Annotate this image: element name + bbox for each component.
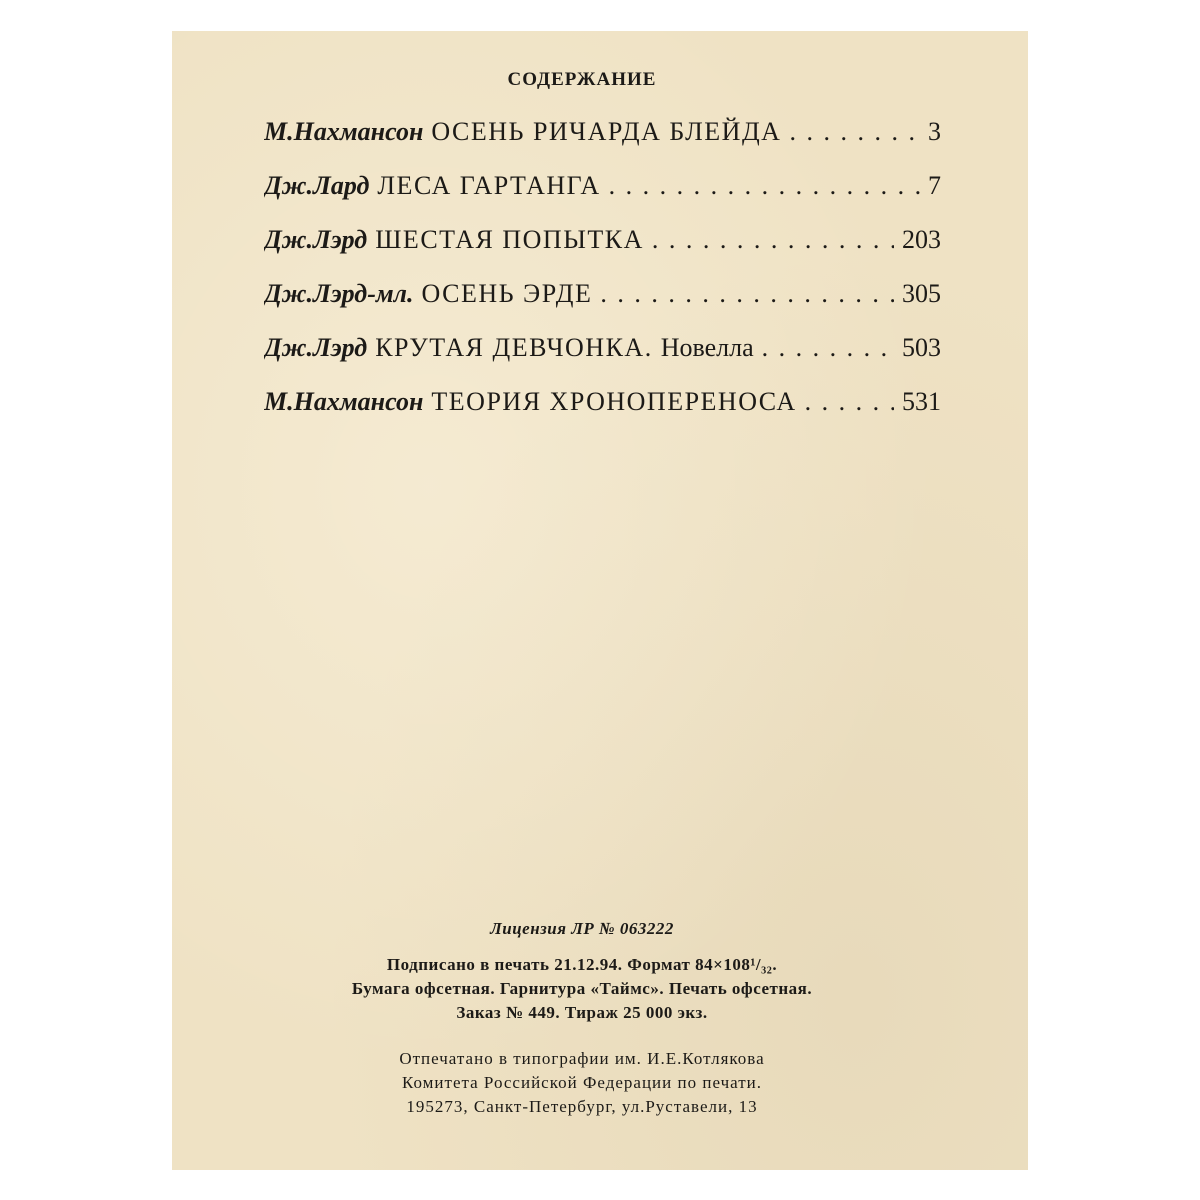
toc-entry xyxy=(264,279,941,333)
printer-info xyxy=(172,1047,992,1119)
toc-work-title: ЛЕСА ГАРТАНГА xyxy=(377,171,601,200)
dot-leader xyxy=(600,279,894,309)
dot-leader xyxy=(609,171,920,201)
toc-page-number: 305 xyxy=(902,279,941,308)
toc-entry xyxy=(264,117,941,171)
print-specifications xyxy=(172,953,992,1025)
toc-entry xyxy=(264,333,941,387)
dot-leader xyxy=(789,117,920,147)
toc-work-title: КРУТАЯ ДЕВЧОНКА. xyxy=(375,333,653,362)
dot-leader xyxy=(652,225,894,255)
imprint-block xyxy=(172,919,1028,1119)
printer-line: Отпечатано в типографии им. И.Е.Котлякова xyxy=(399,1049,765,1068)
table-of-contents xyxy=(264,117,941,441)
toc-page-number: 7 xyxy=(928,171,941,200)
contents-heading: СОДЕРЖАНИЕ xyxy=(507,69,657,90)
toc-work-title: ОСЕНЬ ЭРДЕ xyxy=(421,279,593,308)
toc-entry xyxy=(264,171,941,225)
toc-author: Дж.Лэрд xyxy=(264,333,368,362)
toc-author: Дж.Лэрд xyxy=(264,225,368,254)
dot-leader xyxy=(762,333,894,363)
toc-author: Дж.Лард xyxy=(264,171,370,200)
toc-work-note: Новелла xyxy=(660,333,754,362)
dot-leader xyxy=(805,387,894,417)
toc-author: М.Нахмансон xyxy=(264,387,424,416)
toc-page-number: 3 xyxy=(928,117,941,146)
specs-line: Заказ № 449. Тираж 25 000 экз. xyxy=(456,1003,708,1022)
toc-page-number: 203 xyxy=(902,225,941,254)
toc-entry xyxy=(264,225,941,279)
toc-author: М.Нахмансон xyxy=(264,117,424,146)
book-page xyxy=(172,31,1028,1170)
specs-line: Бумага офсетная. Гарнитура «Таймс». Печать офсетная. xyxy=(351,979,813,998)
toc-author: Дж.Лэрд-мл. xyxy=(264,279,414,308)
printer-line: Комитета Российской Федерации по печати. xyxy=(402,1073,762,1092)
toc-work-title: ТЕОРИЯ ХРОНОПЕРЕНОСА xyxy=(431,387,797,416)
toc-work-title: ШЕСТАЯ ПОПЫТКА xyxy=(375,225,644,254)
toc-page-number: 531 xyxy=(902,387,941,416)
printer-line: 195273, Санкт-Петербург, ул.Руставели, 13 xyxy=(406,1097,758,1116)
license-number: Лицензия ЛР № 063222 xyxy=(490,919,674,938)
toc-work-title: ОСЕНЬ РИЧАРДА БЛЕЙДА xyxy=(431,117,782,146)
specs-line: Подписано в печать 21.12.94. Формат 84×108¹/₃₂. xyxy=(386,955,778,974)
toc-entry xyxy=(264,387,941,441)
toc-page-number: 503 xyxy=(902,333,941,362)
